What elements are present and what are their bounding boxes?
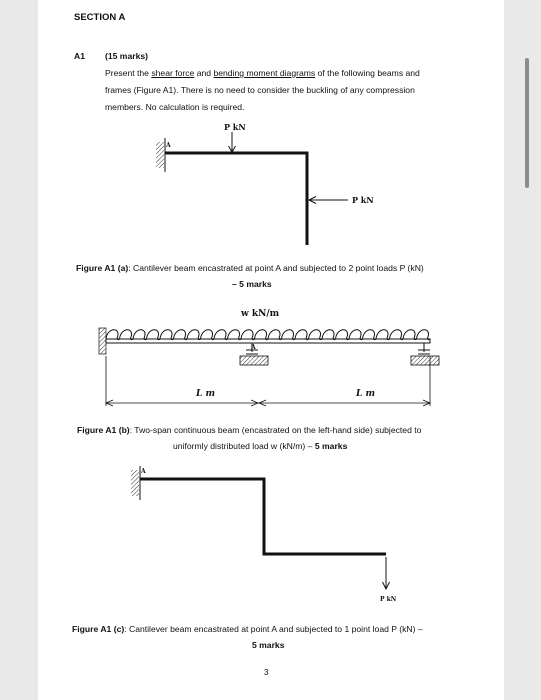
caption-bold: Figure A1 (c): [72, 624, 125, 634]
section-heading: SECTION A: [74, 12, 126, 23]
figure-b-caption: [77, 424, 421, 436]
text-span: of the following beams and: [315, 68, 420, 78]
load-label-c: P kN: [380, 596, 397, 603]
question-id: A1: [74, 51, 85, 61]
text-span: Present the: [105, 68, 152, 78]
question-text-line-3: members. No calculation is required.: [105, 102, 245, 112]
caption-rest: : Cantilever beam encastrated at point A and subjected to 1 point load P (kN) –: [124, 624, 423, 634]
figure-a-marks: – 5 marks: [232, 279, 272, 289]
roller-right: [418, 343, 430, 354]
caption-rest: : Cantilever beam encastrated at point A and subjected to 2 point loads P (kN): [128, 263, 424, 273]
caption-bold: Figure A1 (a): [76, 263, 129, 273]
udl-label: w kN/m: [241, 309, 280, 319]
support-label-b: A: [251, 344, 256, 351]
support-label-a: A: [166, 142, 171, 149]
page-number: 3: [264, 668, 269, 677]
frame-c: [140, 479, 386, 554]
fixed-support-b: [99, 328, 106, 354]
figure-b-marks: 5 marks: [312, 441, 348, 451]
figure-c-marks: 5 marks: [252, 640, 285, 650]
span-label-2: L m: [356, 389, 375, 399]
span-label-1: L m: [196, 389, 215, 399]
ground-mid: [240, 356, 268, 365]
caption-line-2: uniformly distributed load w (kN/m) –: [173, 441, 313, 451]
figure-a-caption: [76, 262, 424, 274]
question-text-line-2: frames (Figure A1). There is no need to consider the buckling of any compression: [105, 85, 415, 95]
frame-a: [165, 153, 307, 245]
load-label-top: P kN: [224, 122, 246, 132]
caption-rest: : Two-span continuous beam (encastrated on the left-hand side) subjected to: [129, 425, 422, 435]
bending-moment-term: bending moment diagrams: [213, 68, 316, 78]
caption-bold: Figure A1 (b): [77, 425, 130, 435]
support-label-c: A: [141, 468, 146, 475]
load-label-side: P kN: [352, 195, 374, 205]
ground-right: [411, 356, 439, 365]
text-span: and: [194, 68, 214, 78]
shear-force-term: shear force: [151, 68, 195, 78]
udl-loops: [106, 330, 430, 340]
fixed-support-a: [156, 142, 164, 168]
question-marks: (15 marks): [105, 51, 148, 61]
figure-c-caption: [72, 623, 423, 635]
figure-b-caption-line-2: [173, 440, 347, 452]
fixed-support-c: [131, 470, 139, 496]
